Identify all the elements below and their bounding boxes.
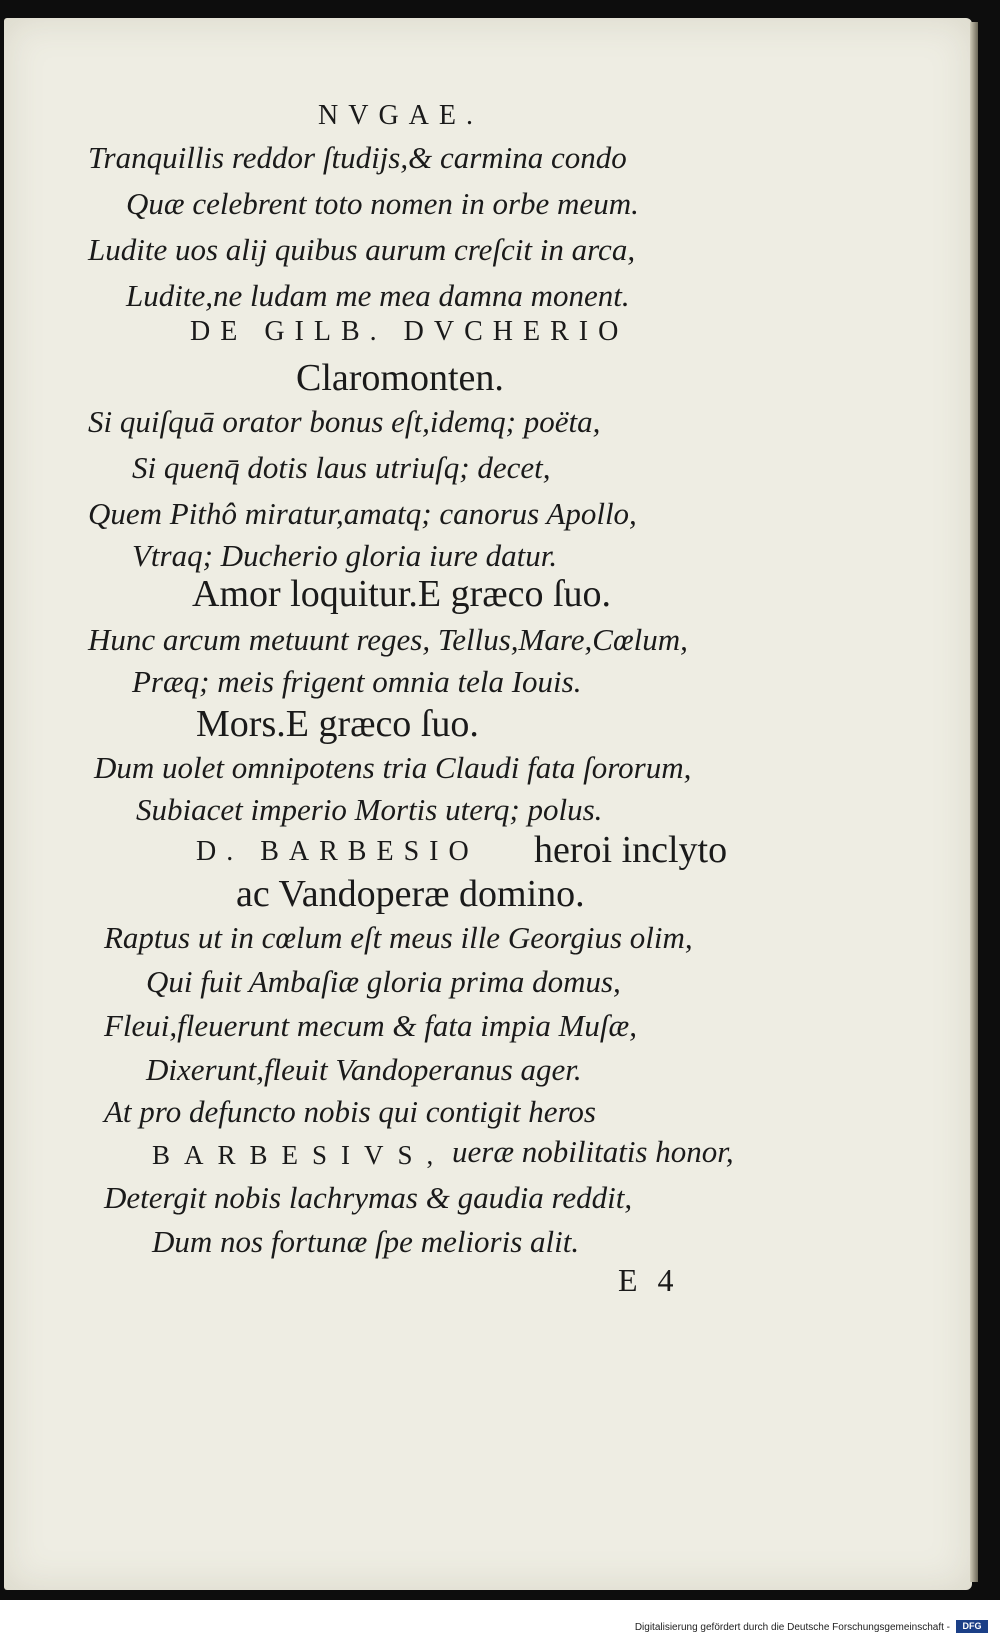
verse-line: Dum nos fortunæ ſpe melioris alit.: [152, 1224, 580, 1259]
verse-line: Quem Pithô miratur,amatq; canorus Apollo,: [88, 496, 637, 531]
page-edge: [970, 22, 978, 1582]
verse-line: Ludite uos alij quibus aurum creſcit in arca,: [88, 232, 636, 267]
verse-line: Hunc arcum metuunt reges, Tellus,Mare,Cœlum,: [88, 622, 688, 657]
verse-line: Si quenq̄ dotis laus utriuſq; decet,: [132, 450, 551, 485]
verse-line: Quæ celebrent toto nomen in orbe meum.: [126, 186, 639, 221]
verse-line: Si quiſquā orator bonus eſt,idemq; poëta,: [88, 404, 601, 439]
verse-line: Subiacet imperio Mortis uterq; polus.: [136, 792, 603, 827]
signature-mark: E 4: [618, 1262, 680, 1298]
verse-line: Vtraq; Ducherio gloria iure datur.: [132, 538, 558, 573]
verse-line: Tranquillis reddor ſtudijs,& carmina condo: [88, 140, 627, 175]
verse-line: Detergit nobis lachrymas & gaudia reddit,: [104, 1180, 633, 1215]
running-head: NVGAE.: [318, 100, 483, 131]
dfg-logo: DFG: [956, 1620, 988, 1633]
verse-line: Fleui,fleuerunt mecum & fata impia Muſæ,: [104, 1008, 637, 1043]
heading-caps: DE GILB. DVCHERIO: [190, 316, 629, 347]
verse-line: Dum uolet omnipotens tria Claudi fata ſororum,: [94, 750, 692, 785]
footer-bar: [0, 1600, 1000, 1636]
verse-line: At pro defuncto nobis qui contigit heros: [104, 1094, 596, 1129]
heading-roman: ac Vandoperæ domino.: [236, 873, 585, 915]
verse-line: ueræ nobilitatis honor,: [452, 1134, 734, 1169]
verse-line: Raptus ut in cœlum eſt meus ille Georgius olim,: [104, 920, 693, 955]
heading-roman: Mors.E græco ſuo.: [196, 703, 479, 745]
heading-roman: heroi inclyto: [534, 829, 728, 871]
verse-line: Dixerunt,fleuit Vandoperanus ager.: [146, 1052, 582, 1087]
heading-roman: Claromonten.: [296, 357, 504, 399]
verse-line: Præq; meis frigent omnia tela Iouis.: [132, 664, 582, 699]
verse-caps: BARBESIVS,: [152, 1140, 448, 1170]
footer-credit: Digitalisierung gefördert durch die Deutsche Forschungsgemeinschaft -: [634, 1622, 950, 1633]
verse-line: Ludite,ne ludam me mea damna monent.: [126, 278, 630, 313]
heading-caps: D. BARBESIO: [196, 836, 479, 867]
verse-line: Qui fuit Ambaſiæ gloria prima domus,: [146, 964, 621, 999]
heading-roman: Amor loquitur.E græco ſuo.: [192, 573, 612, 615]
